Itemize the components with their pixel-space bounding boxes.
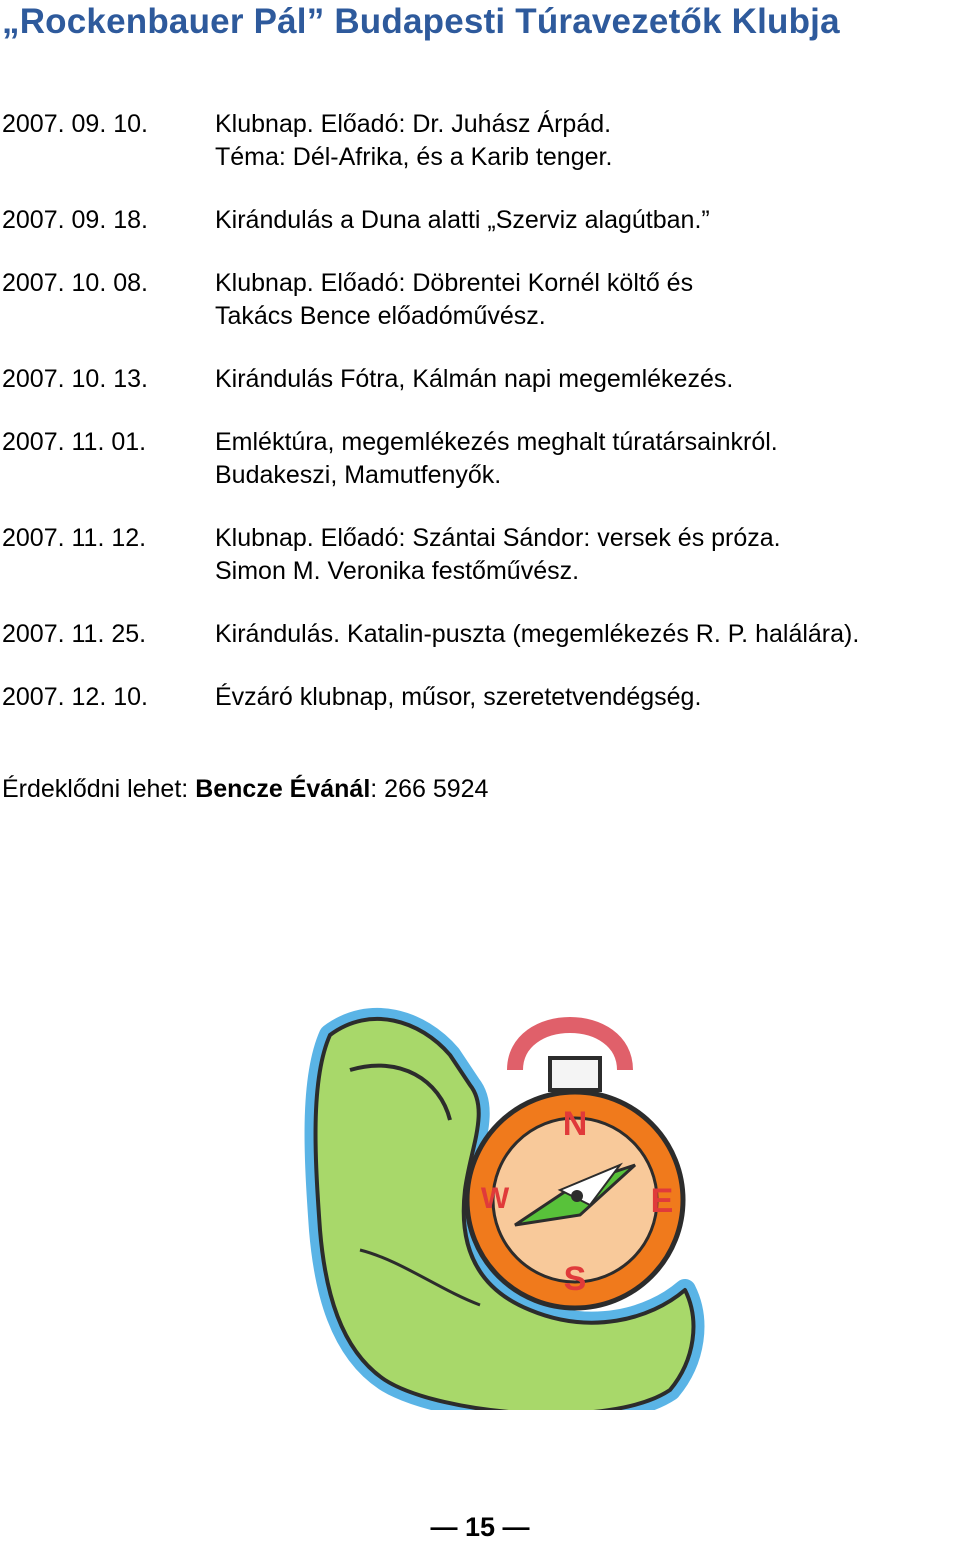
event-description-line: Kirándulás. Katalin-puszta (megemlékezés R. P. halálára).: [215, 620, 860, 648]
contact-info: [2, 773, 488, 806]
compass-on-map-icon: [290, 960, 720, 1410]
event-description: [215, 618, 859, 651]
event-description: [215, 267, 693, 333]
contact-phone: : 266 5924: [370, 775, 489, 803]
event-row: [2, 108, 960, 174]
event-description-line: Budakeszi, Mamutfenyők.: [215, 461, 502, 489]
event-description-line: Simon M. Veronika festőművész.: [215, 557, 580, 585]
event-description-line: Téma: Dél-Afrika, és a Karib tenger.: [215, 143, 613, 171]
event-list: [2, 108, 960, 744]
compass-south-label: S: [563, 1260, 587, 1298]
event-date: 2007. 10. 13.: [2, 365, 148, 393]
event-description-line: Kirándulás a Duna alatti „Szerviz alagútban.”: [215, 206, 710, 234]
event-date: 2007. 09. 10.: [2, 110, 148, 138]
compass-north-label: N: [562, 1105, 588, 1143]
event-description-line: Emléktúra, megemlékezés meghalt túratársainkról.: [215, 428, 778, 456]
event-date: 2007. 11. 01.: [2, 428, 147, 456]
page-number: — 15 —: [430, 1512, 530, 1542]
event-description: [215, 522, 781, 588]
event-description: [215, 108, 612, 174]
compass-east-label: E: [650, 1182, 674, 1220]
event-description-line: Klubnap. Előadó: Döbrentei Kornél költő és: [215, 269, 694, 297]
event-date: 2007. 12. 10.: [2, 683, 148, 711]
event-description: [215, 681, 701, 714]
event-description-line: Klubnap. Előadó: Szántai Sándor: versek és próza.: [215, 524, 781, 552]
event-row: [2, 267, 960, 333]
event-row: [2, 522, 960, 588]
contact-prefix: Érdeklődni lehet:: [2, 775, 196, 803]
event-row: [2, 618, 960, 651]
event-row: [2, 204, 960, 237]
page-title: „Rockenbauer Pál” Budapesti Túravezetők Klubja: [2, 2, 840, 41]
event-row: [2, 681, 960, 714]
event-description-line: Takács Bence előadóművész.: [215, 302, 546, 330]
contact-name: Bencze Évánál: [195, 775, 371, 803]
event-description-line: Kirándulás Fótra, Kálmán napi megemlékezés.: [215, 365, 734, 393]
event-description: [215, 426, 778, 492]
event-date: 2007. 11. 25.: [2, 620, 147, 648]
event-date: 2007. 11. 12.: [2, 524, 147, 552]
event-description: [215, 204, 710, 237]
event-description-line: Évzáró klubnap, műsor, szeretetvendégség.: [215, 683, 702, 711]
compass-west-label: W: [480, 1182, 510, 1215]
event-description-line: Klubnap. Előadó: Dr. Juhász Árpád.: [215, 110, 612, 138]
compass-pivot: [571, 1190, 583, 1202]
event-date: 2007. 09. 18.: [2, 206, 148, 234]
event-row: [2, 426, 960, 492]
event-description: [215, 363, 733, 396]
event-date: 2007. 10. 08.: [2, 269, 148, 297]
event-row: [2, 363, 960, 396]
compass-crown: [550, 1058, 600, 1090]
